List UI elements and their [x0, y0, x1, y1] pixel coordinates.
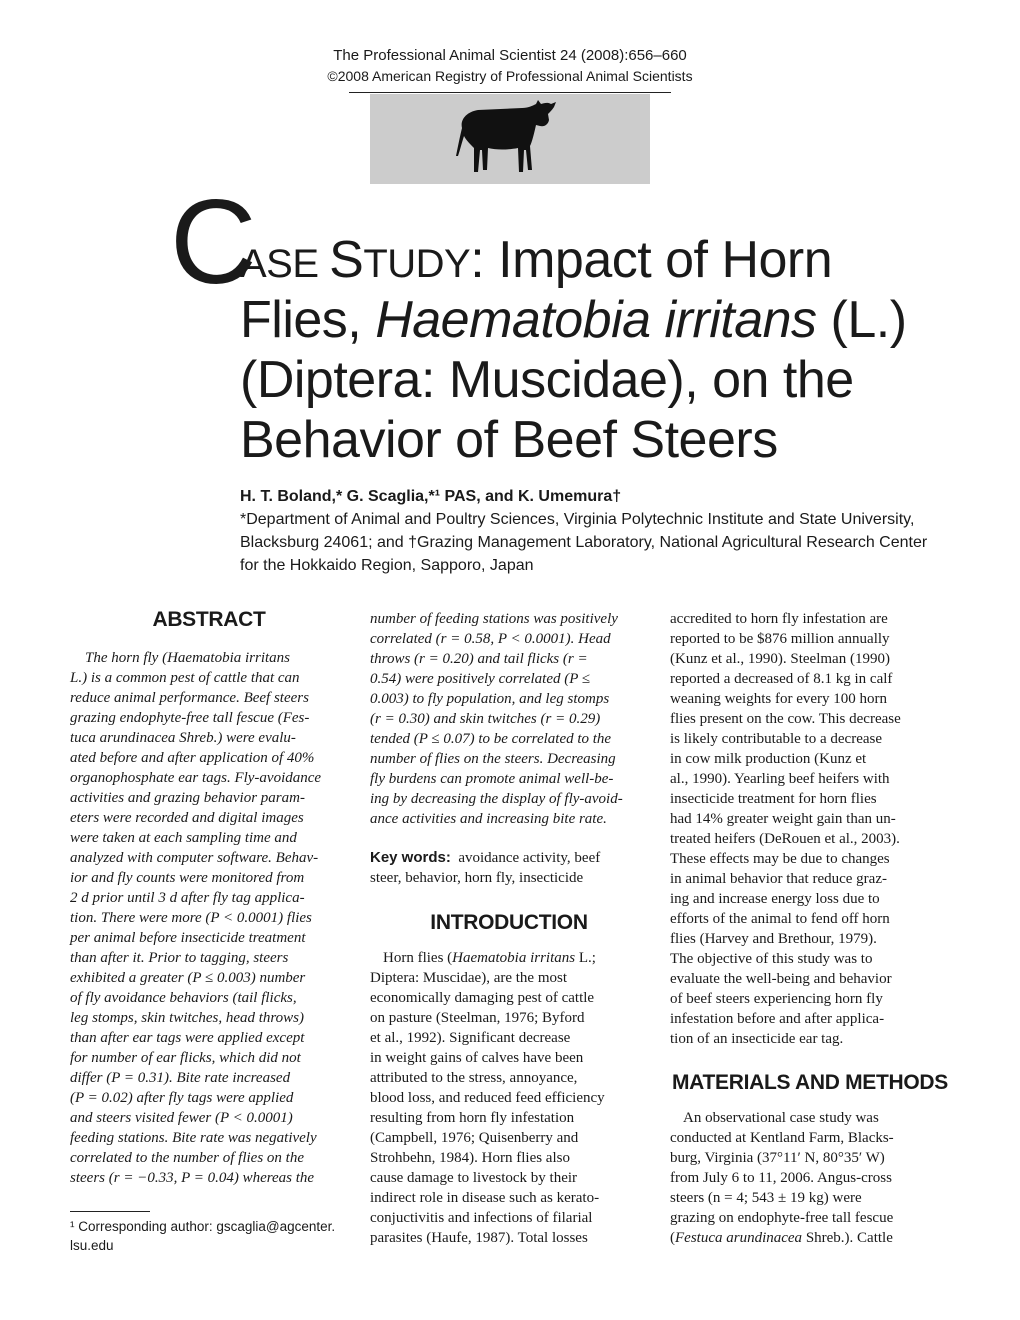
- title-line-4: Behavior of Beef Steers: [240, 411, 778, 469]
- intro-line: in cow milk production (Kunz et: [670, 751, 867, 767]
- intro-line: (Kunz et al., 1990). Steelman (1990): [670, 651, 890, 667]
- intro-line: These effects may be due to changes: [670, 851, 890, 867]
- methods-line: steers (n = 4; 543 ± 19 kg) were: [670, 1190, 862, 1206]
- intro-line: al., 1990). Yearling beef heifers with: [670, 771, 890, 787]
- abstract-line: per animal before insecticide treatment: [70, 930, 306, 946]
- abstract-line: analyzed with computer software. Behav-: [70, 850, 319, 866]
- abstract-line: tion. There were more (P < 0.0001) flies: [70, 910, 312, 926]
- methods-line: from July 6 to 11, 2006. Angus-cross: [670, 1170, 892, 1186]
- abstract-line: exhibited a greater (P ≤ 0.003) number: [70, 970, 306, 986]
- abstract-line: tuca arundinacea Shreb.) were evalu-: [70, 730, 296, 746]
- methods-last-line: [670, 1228, 893, 1248]
- abstract-line: The horn fly (Haematobia irritans: [85, 650, 290, 666]
- abstract-line: differ (P = 0.31). Bite rate increased: [70, 1070, 291, 1086]
- keywords-text: avoidance activity, beef: [458, 850, 601, 866]
- intro-line: conjuctivitis and infections of filarial: [370, 1210, 593, 1226]
- abstract-line: for number of ear flicks, which did not: [70, 1050, 301, 1066]
- intro-line: indirect role in disease such as kerato-: [370, 1190, 600, 1206]
- abstract-line: L.) is a common pest of cattle that can: [70, 670, 300, 686]
- intro-line: flies (Harvey and Brethour, 1979).: [670, 931, 877, 947]
- intro-line: infestation before and after applica-: [670, 1011, 885, 1027]
- title-dropcap: C: [170, 175, 257, 309]
- title-line-1-rest: : Impact of Horn: [470, 231, 833, 289]
- intro-line: et al., 1992). Significant decrease: [370, 1030, 571, 1046]
- journal-citation: The Professional Animal Scientist 24 (2008):656–660: [333, 47, 687, 64]
- intro-line: tion of an insecticide ear tag.: [670, 1031, 844, 1047]
- abstract-line: eters were recorded and digital images: [70, 810, 304, 826]
- abstract-line: ior and fly counts were monitored from: [70, 870, 305, 886]
- abstract-line: ing by decreasing the display of fly-avoid-: [370, 791, 623, 807]
- abstract-line: correlated (r = 0.58, P < 0.0001). Head: [370, 631, 611, 647]
- intro-line: of beef steers experiencing horn fly: [670, 991, 883, 1007]
- intro-line: ing and increase energy loss due to: [670, 891, 880, 907]
- affiliation-line: Blacksburg 24061; and †Grazing Management Laboratory, National Agricultural Research Center: [240, 534, 928, 551]
- abstract-line: activities and grazing behavior param-: [70, 790, 305, 806]
- footnote-rule: [70, 1211, 150, 1212]
- footnote-line: ¹ Corresponding author: gscaglia@agcenter.: [70, 1219, 336, 1234]
- abstract-line: (P = 0.02) after fly tags were applied: [70, 1090, 294, 1106]
- intro-line: (Campbell, 1976; Quisenberry and: [370, 1130, 579, 1146]
- intro-line: had 14% greater weight gain than un-: [670, 811, 896, 827]
- intro-line: insecticide treatment for horn flies: [670, 791, 877, 807]
- affiliation-line: for the Hokkaido Region, Sapporo, Japan: [240, 557, 534, 574]
- keywords-line: steer, behavior, horn fly, insecticide: [370, 870, 584, 886]
- intro-line: in animal behavior that reduce graz-: [670, 871, 887, 887]
- abstract-line: number of flies on the steers. Decreasing: [370, 751, 616, 767]
- abstract-line: steers (r = −0.33, P = 0.04) whereas the: [70, 1170, 315, 1186]
- intro-line: resulting from horn fly infestation: [370, 1110, 575, 1126]
- methods-line: An observational case study was: [683, 1110, 879, 1126]
- intro-line: The objective of this study was to: [670, 951, 873, 967]
- intro-first-species: Haematobia irritans: [452, 950, 576, 966]
- intro-line: accredited to horn fly infestation are: [670, 611, 888, 627]
- abstract-line: leg stomps, skin twitches, head throws): [70, 1010, 305, 1026]
- intro-line: cause damage to livestock by their: [370, 1170, 578, 1186]
- title-line-1: [240, 230, 832, 294]
- title-study-initial: S: [329, 231, 364, 289]
- intro-line: is likely contributable to a decrease: [670, 731, 882, 747]
- methods-last-a: (: [670, 1230, 675, 1246]
- intro-line: flies present on the cow. This decrease: [670, 711, 901, 727]
- header-rule: [349, 92, 671, 93]
- cow-silhouette-icon: [452, 98, 562, 180]
- intro-line: evaluate the well-being and behavior: [670, 971, 892, 987]
- copyright-notice: ©2008 American Registry of Professional Animal Scientists: [327, 68, 693, 84]
- intro-line: reported a decreased of 8.1 kg in calf: [670, 671, 893, 687]
- intro-line: economically damaging pest of cattle: [370, 990, 595, 1006]
- abstract-line: number of feeding stations was positively: [370, 611, 618, 627]
- keywords-label: Key words:: [370, 849, 451, 866]
- abstract-line: 0.54) were positively correlated (P ≤: [370, 671, 591, 687]
- abstract-line: (r = 0.30) and skin twitches (r = 0.29): [370, 711, 601, 727]
- abstract-line: fly burdens can promote animal well-be-: [370, 771, 614, 787]
- abstract-line: than after ear tags were applied except: [70, 1030, 305, 1046]
- intro-line: Strohbehn, 1984). Horn flies also: [370, 1150, 570, 1166]
- title-line-2-c: (L.): [816, 291, 907, 349]
- cow-logo-box: [370, 94, 650, 184]
- abstract-line: ated before and after application of 40%: [70, 750, 315, 766]
- intro-line: reported to be $876 million annually: [670, 631, 890, 647]
- abstract-line: reduce animal performance. Beef steers: [70, 690, 309, 706]
- introduction-heading: INTRODUCTION: [430, 911, 588, 934]
- intro-first-line: [383, 948, 596, 968]
- abstract-line: 2 d prior until 3 d after fly tag applica-: [70, 890, 305, 906]
- abstract-line: organophosphate ear tags. Fly-avoidance: [70, 770, 322, 786]
- affiliation-line: *Department of Animal and Poultry Sciences, Virginia Polytechnic Institute and State University,: [240, 511, 915, 528]
- intro-line: in weight gains of calves have been: [370, 1050, 584, 1066]
- intro-first-c: L.;: [575, 950, 596, 966]
- title-line-2-a: Flies,: [240, 291, 376, 349]
- abstract-line: throws (r = 0.20) and tail flicks (r =: [370, 651, 588, 667]
- title-species: Haematobia irritans: [375, 291, 817, 349]
- methods-line: burg, Virginia (37°11′ N, 80°35′ W): [670, 1150, 885, 1166]
- abstract-line: grazing endophyte-free tall fescue (Fes-: [70, 710, 310, 726]
- abstract-line: tended (P ≤ 0.07) to be correlated to the: [370, 731, 612, 747]
- intro-line: weaning weights for every 100 horn: [670, 691, 888, 707]
- methods-line: grazing on endophyte-free tall fescue: [670, 1210, 894, 1226]
- keywords-line: [370, 848, 600, 868]
- intro-line: treated heifers (DeRouen et al., 2003).: [670, 831, 900, 847]
- intro-line: attributed to the stress, annoyance,: [370, 1070, 578, 1086]
- intro-line: Diptera: Muscidae), are the most: [370, 970, 568, 986]
- intro-line: blood loss, and reduced feed efficiency: [370, 1090, 605, 1106]
- intro-line: parasites (Haufe, 1987). Total losses: [370, 1230, 588, 1246]
- author-list: H. T. Boland,* G. Scaglia,*¹ PAS, and K. Umemura†: [240, 488, 622, 505]
- intro-line: efforts of the animal to fend off horn: [670, 911, 890, 927]
- abstract-heading: ABSTRACT: [152, 608, 266, 631]
- abstract-line: than after it. Prior to tagging, steers: [70, 950, 289, 966]
- title-line-3: (Diptera: Muscidae), on the: [240, 351, 854, 409]
- footnote-line: lsu.edu: [70, 1238, 114, 1253]
- intro-line: on pasture (Steelman, 1976; Byford: [370, 1010, 585, 1026]
- abstract-line: 0.003) to fly population, and leg stomps: [370, 691, 610, 707]
- methods-last-c: Shreb.). Cattle: [802, 1230, 893, 1246]
- methods-last-species: Festuca arundinacea: [675, 1230, 803, 1246]
- abstract-line: of fly avoidance behaviors (tail flicks,: [70, 990, 297, 1006]
- intro-first-a: Horn flies (: [383, 950, 453, 966]
- title-study-smallcaps: TUDY: [363, 242, 471, 286]
- abstract-line: ance activities and increasing bite rate.: [370, 811, 607, 827]
- abstract-line: feeding stations. Bite rate was negatively: [70, 1130, 317, 1146]
- methods-heading: MATERIALS AND METHODS: [671, 1071, 949, 1094]
- abstract-line: correlated to the number of flies on the: [70, 1150, 304, 1166]
- methods-line: conducted at Kentland Farm, Blacks-: [670, 1130, 894, 1146]
- title-case-smallcaps: ASE: [240, 242, 330, 286]
- abstract-line: and steers visited fewer (P < 0.0001): [70, 1110, 293, 1126]
- title-line-2: [240, 290, 907, 350]
- abstract-line: were taken at each sampling time and: [70, 830, 297, 846]
